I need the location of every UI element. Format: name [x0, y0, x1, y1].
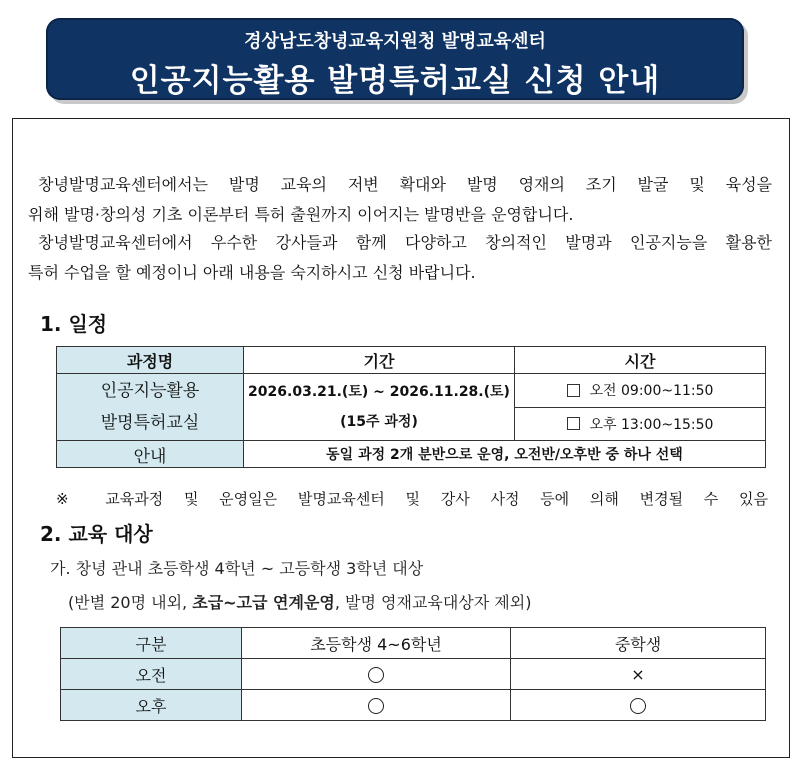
schedule-col-period: 기간: [244, 347, 515, 374]
circle-icon: [368, 698, 384, 714]
intro-p2-line2: 특허 수업을 할 예정이니 아래 내용을 숙지하시고 신청 바랍니다.: [28, 263, 476, 282]
checkbox-pm[interactable]: [567, 417, 580, 430]
intro-paragraph-2: [28, 228, 772, 288]
checkbox-am[interactable]: [567, 384, 580, 397]
target-col-div: 구분: [61, 628, 242, 659]
target-col-elem: 초등학생 4~6학년: [242, 628, 511, 659]
circle-icon: [368, 667, 384, 683]
target-line-1: 가. 창녕 관내 초등학생 4학년 ~ 고등학생 3학년 대상: [50, 559, 424, 578]
time-pm-label: 오후 13:00~15:50: [589, 416, 714, 433]
circle-icon: [630, 698, 646, 714]
intro-paragraph-1: [28, 170, 772, 230]
section-2-heading: 2. 교육 대상: [40, 522, 153, 546]
target-row-pm-label: 오후: [61, 690, 242, 721]
intro-p1-line1: 창녕발명교육센터에서는 발명 교육의 저변 확대와 발명 영재의 조기 발굴 및 육성을: [38, 175, 772, 194]
time-pm-cell[interactable]: [515, 407, 766, 441]
course-name-cell: [57, 374, 244, 441]
header-banner: [46, 18, 744, 100]
schedule-col-course: 과정명: [57, 347, 244, 374]
header-subtitle: 경상남도창녕교육지원청 발명교육센터: [244, 31, 546, 52]
course-name-line2: 발명특허교실: [100, 413, 200, 433]
period-line2: (15주 과정): [340, 414, 418, 430]
period-cell: [244, 374, 515, 441]
schedule-note: ※ 교육과정 및 운영일은 발명교육센터 및 강사 사정 등에 의해 변경될 수 있음: [56, 490, 768, 508]
target-col-mid: 중학생: [511, 628, 766, 659]
target-line-2-a: (반별 20명 내외,: [68, 593, 193, 612]
schedule-col-time: 시간: [515, 347, 766, 374]
time-am-cell[interactable]: [515, 374, 766, 408]
target-line-2-c: , 발명 영재교육대상자 제외): [334, 593, 532, 612]
header-title: 인공지능활용 발명특허교실 신청 안내: [129, 63, 661, 99]
intro-p2-line1: 창녕발명교육센터에서 우수한 강사들과 함께 다양하고 창의적인 발명과 인공지능을 활용한: [38, 233, 772, 252]
intro-p1-line2: 위해 발명·창의성 기초 이론부터 특허 출원까지 이어지는 발명반을 운영합니다.: [28, 205, 574, 224]
guide-row: [57, 441, 766, 468]
am-mid-cell: ×: [511, 659, 766, 690]
schedule-header-row: [57, 347, 766, 374]
time-am-label: 오전 09:00~11:50: [589, 383, 714, 400]
target-line-2: [68, 590, 531, 613]
am-elem-cell: [242, 659, 511, 690]
target-line-2-bold: 초급~고급 연계운영: [192, 593, 335, 612]
period-line1: 2026.03.21.(토) ~ 2026.11.28.(토): [248, 384, 510, 400]
target-row-pm: [61, 690, 766, 721]
guide-text: 동일 과정 2개 분반으로 운영, 오전반/오후반 중 하나 선택: [244, 441, 766, 468]
guide-label: 안내: [57, 441, 244, 468]
target-row-am: [61, 659, 766, 690]
section-1-heading: 1. 일정: [40, 312, 108, 336]
schedule-table: [56, 346, 766, 468]
pm-elem-cell: [242, 690, 511, 721]
schedule-row: [57, 374, 766, 408]
target-header-row: [61, 628, 766, 659]
pm-mid-cell: [511, 690, 766, 721]
target-row-am-label: 오전: [61, 659, 242, 690]
target-table: [60, 627, 766, 721]
course-name-line1: 인공지능활용: [100, 381, 200, 401]
